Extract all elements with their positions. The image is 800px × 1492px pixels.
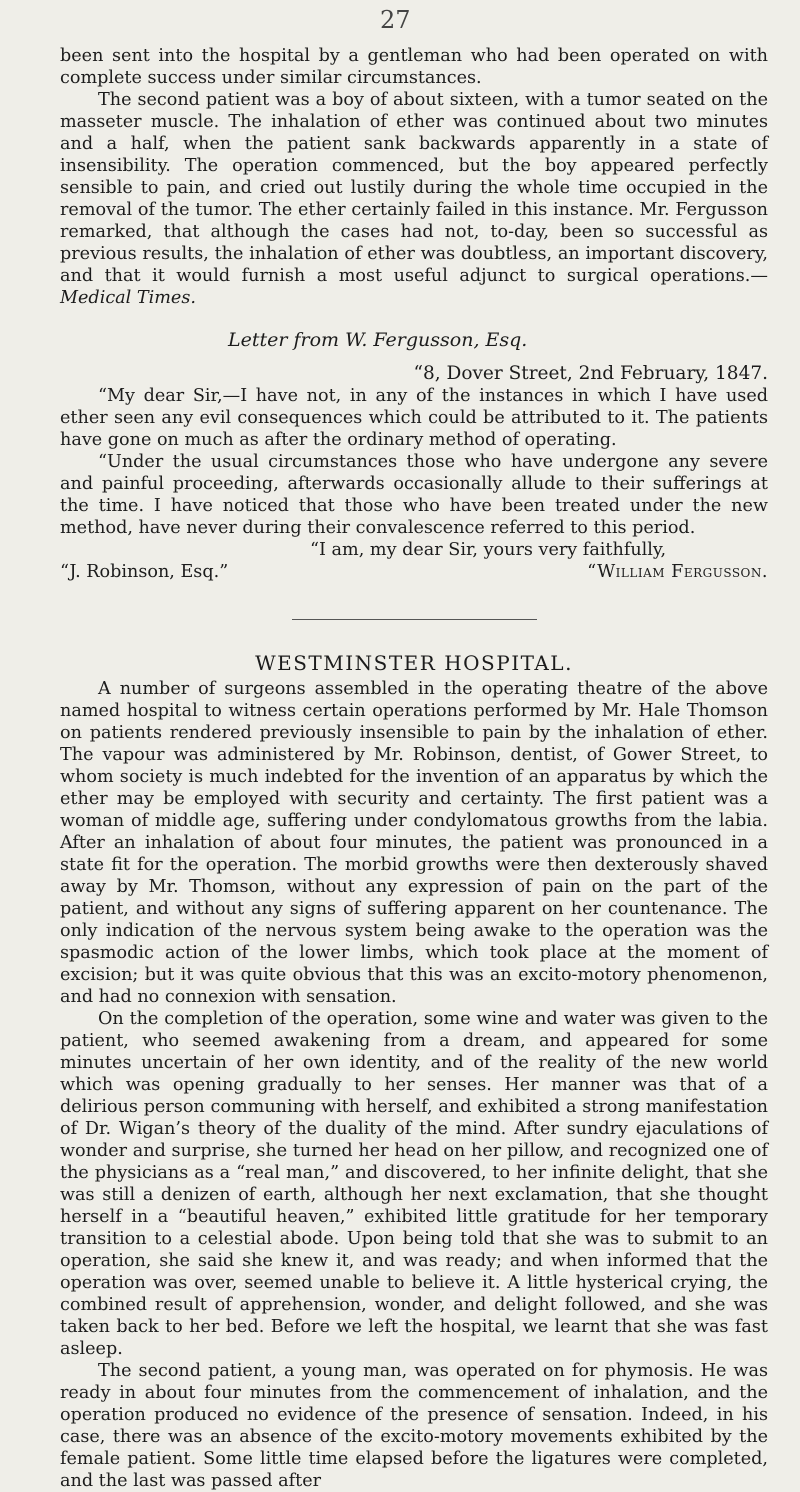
intro-second-patient-text: The second patient was a boy of about sixteen, with a tumor seated on the masseter muscle. The inhalation of ether was continued about two minutes and a half, when the patient sank backwards apparently in a state of insensibility. The operation commenced, but the boy appeared perfectly sensible to pain, and cried out lustily during the whole time occupied in the removal of the tumor. The ether certainly failed in this instance. Mr. Fergusson remarked, that although the cases had not, to-day, been so successful as previous results, the inhalation of ether was doubtless, an important discovery, and that it would furnish a most useful adjunct to surgical operations.— <box>60 90 768 286</box>
page-number: 27 <box>380 6 411 34</box>
intro-paragraph-second-patient <box>60 89 768 309</box>
westminster-paragraph-1: A number of surgeons assembled in the operating theatre of the above named hospital to witness certain operations performed by Mr. Hale Thomson on patients rendered previously insensible to pain by the inhalation of ether. The vapour was administered by Mr. Robinson, dentist, of Gower Street, to whom society is much indebted for the invention of an apparatus by which the ether may be employed with security and certainty. The first patient was a woman of middle age, suffering under condylomatous growths from the labia. After an inhalation of about four minutes, the patient was pronounced in a state fit for the operation. The morbid growths were then dexterously shaved away by Mr. Thomson, without any expression of pain on the part of the patient, and without any signs of suffering apparent on her countenance. The only indication of the nervous system being awake to the operation was the spasmodic action of the lower limbs, which took place at the moment of excision; but it was quite obvious that this was an excito-motory phenomenon, and had no connexion with sensation. <box>60 679 768 1007</box>
letter-addressee: “J. Robinson, Esq.” <box>60 562 229 582</box>
letter-dateline: “8, Dover Street, 2nd February, 1847. <box>413 363 768 384</box>
letter-closing: “I am, my dear Sir, yours very faithfully, <box>310 540 667 560</box>
letter-title: Letter from W. Fergusson, Esq. <box>228 329 528 351</box>
letter-paragraph-1: “My dear Sir,—I have not, in any of the instances in which I have used ether seen any evil consequences which could be attributed to it. The patients have gone on much as after the ordinary method of operating. <box>60 386 768 450</box>
page-body <box>60 45 768 1492</box>
letter-signature-row <box>60 561 768 583</box>
letter-signature: “William Fergusson. <box>587 562 768 582</box>
westminster-paragraph-2: On the completion of the operation, some wine and water was given to the patient, who seemed awakening from a dream, and appeared for some minutes uncertain of her own identity, and of the reality of the new world which was opening gradually to her senses. Her manner was that of a delirious person communing with herself, and exhibited a strong manifestation of Dr. Wigan’s theory of the duality of the mind. After sundry ejaculations of wonder and surprise, she turned her head on her pillow, and recognized one of the physicians as a “real man,” and discovered, to her infinite delight, that she was still a denizen of earth, although her next exclamation, that she thought herself in a “beautiful heaven,” exhibited little gratitude for her temporary transition to a celestial abode. Upon being told that she was to submit to an operation, she said she knew it, and was ready; and when informed that the operation was over, seemed unable to believe it. A little hysterical crying, the combined result of apprehension, wonder, and delight followed, and she was taken back to her bed. Before we left the hospital, we learnt that she was fast asleep. <box>60 1009 768 1359</box>
intro-paragraph-continued: been sent into the hospital by a gentleman who had been operated on with complete success under similar circumstances. <box>60 46 768 88</box>
westminster-paragraph-3: The second patient, a young man, was operated on for phymosis. He was ready in about four minutes from the commencement of inhalation, and the operation produced no evidence of the presence of sensation. Indeed, in his case, there was an absence of the excito-motory movements exhibited by the female patient. Some little time elapsed before the ligatures were completed, and the last was passed after <box>60 1361 768 1491</box>
letter-paragraph-2: “Under the usual circumstances those who have undergone any severe and painful proceeding, afterwards occasionally allude to their sufferings at the time. I have noticed that those who have been treated under the new method, have never during their convalescence referred to this period. <box>60 452 768 538</box>
section-divider <box>292 619 537 620</box>
section-heading: WESTMINSTER HOSPITAL. <box>255 651 573 675</box>
source-citation: Medical Times. <box>60 288 196 308</box>
